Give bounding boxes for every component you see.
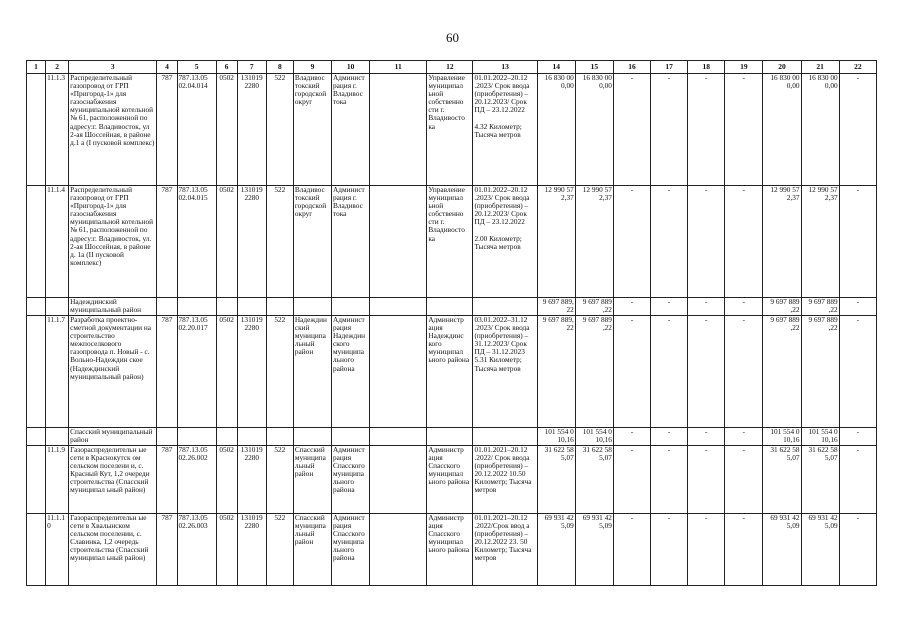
cell-column-20: 9 697 889 ,22 [763, 316, 801, 428]
column-number-6: 6 [216, 61, 237, 74]
column-number-12: 12 [427, 61, 473, 74]
cell-object-name: Газораспределительн ые сети в Хвалынском сельском поселении, с. Славинка, 1,2 очередь строительства (Спасский муниципал ьный район) [69, 514, 157, 586]
column-number-20: 20 [763, 61, 801, 74]
table-row [27, 446, 877, 514]
cell-terms-capacity: 01.01.2022–20.12 .2023/ Срок ввода (приобретения) – 20.12.2023/ Срок ПД – 23.12.2022 2.00 Километр; Тысяча метров [473, 186, 537, 298]
cell-target-article: 131019 2280 [237, 316, 266, 428]
cell-grbs: Админист рация Надеждин ского муниципа льного района [332, 316, 370, 428]
cell-grbs-code [157, 298, 177, 316]
column-number-21: 21 [801, 61, 839, 74]
cell-column-11 [370, 428, 427, 446]
cell-grbs: Админист рация г. Владивос тока [332, 74, 370, 186]
cell-column-17: - [651, 514, 688, 586]
column-number-7: 7 [237, 61, 266, 74]
column-number-4: 4 [157, 61, 177, 74]
column-number-18: 18 [688, 61, 725, 74]
cell-object-name: Распределительный газопровод от ГРП «Пригород-1» для газоснабжения муниципальной котельной № 61, расположенной по адресу:г. Владивосток, ул. 2-ая Шоссейная, в районе д. 1а (II пусковой комплекс) [69, 186, 157, 298]
cell-column-22: - [839, 446, 876, 514]
cell-expense-type: 522 [266, 74, 293, 186]
cell-expense-type: 522 [266, 514, 293, 586]
cell-column-18: - [688, 316, 725, 428]
cell-column-21: 12 990 57 2,37 [801, 186, 839, 298]
cell-municipality: Надеждин ский муниципа льный район [293, 316, 331, 428]
column-number-row [27, 61, 877, 74]
cell-column-18: - [688, 74, 725, 186]
cell-expense-type [266, 298, 293, 316]
cell-column-11 [370, 446, 427, 514]
cell-terms-capacity: 01.01.2021–20.12 .2022/ Срок ввода (приобретения) – 20.12.2022 10.50 Километр; Тысяча метров [473, 446, 537, 514]
cell-column-19: - [725, 514, 763, 586]
cell-object-name: Газораспределительн ые сети в Краснокутск ом сельском поселени и, с. Красный Кут, 1,2 очереди строительства (Спасский муниципал ьный район) [69, 446, 157, 514]
cell-object-code: 787.13.05 02.26.003 [177, 514, 216, 586]
cell-customer: Управление муниципал ьной собственно сти г. Владивосто ка [427, 74, 473, 186]
cell-section-code: 0502 [216, 514, 237, 586]
cell-column-20: 31 622 58 5,07 [763, 446, 801, 514]
cell-row-number [27, 428, 46, 446]
cell-row-number [27, 298, 46, 316]
cell-estimated-cost: 31 622 58 5,07 [537, 446, 575, 514]
cell-column-16: - [613, 428, 650, 446]
cell-total-financing: 101 554 0 10,16 [575, 428, 613, 446]
cell-row-number [27, 514, 46, 586]
column-number-11: 11 [370, 61, 427, 74]
cell-expense-type: 522 [266, 186, 293, 298]
cell-municipality: Владивос токский городской округ [293, 74, 331, 186]
cell-object-name: Разработка проектно-сметной документации на строительство межпоселкового газопровода п. Новый - с. Вольно-Надеждин ское (Надеждинский муниципальный район) [69, 316, 157, 428]
cell-estimated-cost: 69 931 42 5,09 [537, 514, 575, 586]
cell-object-code [177, 298, 216, 316]
column-number-10: 10 [332, 61, 370, 74]
cell-grbs-code: 787 [157, 514, 177, 586]
cell-estimated-cost: 9 697 889, 22 [537, 316, 575, 428]
cell-item-code: 11.1.1 0 [46, 514, 69, 586]
cell-column-11 [370, 316, 427, 428]
cell-column-21: 9 697 889 ,22 [801, 298, 839, 316]
cell-item-code [46, 428, 69, 446]
cell-column-18: - [688, 514, 725, 586]
column-number-1: 1 [27, 61, 46, 74]
cell-estimated-cost: 16 830 00 0,00 [537, 74, 575, 186]
cell-target-article: 131019 2280 [237, 514, 266, 586]
cell-object-code: 787.13.05 02.04.015 [177, 186, 216, 298]
cell-grbs-code: 787 [157, 74, 177, 186]
cell-municipality [293, 428, 331, 446]
cell-customer: Администр ация Надеждинс кого муниципал ьного района [427, 316, 473, 428]
column-number-13: 13 [473, 61, 537, 74]
cell-column-19: - [725, 298, 763, 316]
cell-column-17: - [651, 298, 688, 316]
cell-column-16: - [613, 514, 650, 586]
cell-grbs-code [157, 428, 177, 446]
cell-section-code [216, 428, 237, 446]
cell-column-11 [370, 514, 427, 586]
cell-column-22: - [839, 316, 876, 428]
budget-table [26, 60, 877, 586]
cell-total-financing: 12 990 57 2,37 [575, 186, 613, 298]
subtotal-row [27, 298, 877, 316]
cell-column-16: - [613, 446, 650, 514]
column-number-2: 2 [46, 61, 69, 74]
cell-object-name: Спасский муниципальный район [69, 428, 157, 446]
cell-municipality: Владивос токский городской округ [293, 186, 331, 298]
cell-column-22: - [839, 514, 876, 586]
cell-municipality [293, 298, 331, 316]
cell-customer [427, 298, 473, 316]
cell-column-16: - [613, 74, 650, 186]
cell-customer: Администр ация Спасского муниципал ьного района [427, 514, 473, 586]
cell-grbs [332, 428, 370, 446]
column-number-5: 5 [177, 61, 216, 74]
cell-column-16: - [613, 298, 650, 316]
cell-row-number [27, 186, 46, 298]
column-number-15: 15 [575, 61, 613, 74]
cell-object-name: Надеждинский муниципальный район [69, 298, 157, 316]
cell-grbs-code: 787 [157, 316, 177, 428]
cell-total-financing: 69 931 42 5,09 [575, 514, 613, 586]
cell-column-17: - [651, 316, 688, 428]
cell-column-21: 101 554 0 10,16 [801, 428, 839, 446]
cell-column-21: 9 697 889 ,22 [801, 316, 839, 428]
cell-column-19: - [725, 446, 763, 514]
cell-column-16: - [613, 316, 650, 428]
cell-grbs-code: 787 [157, 186, 177, 298]
cell-customer: Администр ация Спасского муниципал ьного района [427, 446, 473, 514]
cell-item-code: 11.1.9 [46, 446, 69, 514]
cell-column-17: - [651, 428, 688, 446]
cell-column-19: - [725, 428, 763, 446]
cell-expense-type [266, 428, 293, 446]
column-number-17: 17 [651, 61, 688, 74]
cell-terms-capacity [473, 298, 537, 316]
cell-column-16: - [613, 186, 650, 298]
table-row [27, 186, 877, 298]
table-row [27, 74, 877, 186]
cell-column-21: 16 830 00 0,00 [801, 74, 839, 186]
cell-column-11 [370, 298, 427, 316]
cell-column-18: - [688, 298, 725, 316]
column-number-16: 16 [613, 61, 650, 74]
cell-section-code [216, 298, 237, 316]
column-number-8: 8 [266, 61, 293, 74]
cell-municipality: Спасский муниципа льный район [293, 446, 331, 514]
cell-estimated-cost: 101 554 0 10,16 [537, 428, 575, 446]
cell-column-18: - [688, 446, 725, 514]
cell-grbs: Админист рация Спасского муниципа льного района [332, 514, 370, 586]
cell-item-code: 11.1.7 [46, 316, 69, 428]
cell-column-22: - [839, 428, 876, 446]
cell-item-code [46, 298, 69, 316]
cell-terms-capacity: 03.01.2022–31.12 .2023/ Срок ввода (приобретения) – 31.12.2023/ Срок ПД – 31.12.2023 5.31 Километр; Тысяча метров [473, 316, 537, 428]
cell-grbs: Админист рация Спасского муниципа льного района [332, 446, 370, 514]
cell-object-name: Распределительный газопровод от ГРП «Пригород-1» для газоснабжения муниципальной котельной № 61, расположенной по адресу:г. Владивосток, ул 2-ая Шоссейная, в районе д.1 а (I пусковой комплекс) [69, 74, 157, 186]
cell-object-code [177, 428, 216, 446]
cell-column-20: 16 830 00 0,00 [763, 74, 801, 186]
cell-total-financing: 9 697 889 ,22 [575, 316, 613, 428]
cell-section-code: 0502 [216, 316, 237, 428]
cell-column-20: 101 554 0 10,16 [763, 428, 801, 446]
cell-column-17: - [651, 186, 688, 298]
cell-column-19: - [725, 316, 763, 428]
cell-column-11 [370, 74, 427, 186]
cell-column-20: 9 697 889 ,22 [763, 298, 801, 316]
cell-object-code: 787.13.05 02.20.017 [177, 316, 216, 428]
cell-grbs: Админист рация г. Владивос тока [332, 186, 370, 298]
cell-total-financing: 9 697 889 ,22 [575, 298, 613, 316]
table-row [27, 316, 877, 428]
cell-target-article: 131019 2280 [237, 446, 266, 514]
column-number-14: 14 [537, 61, 575, 74]
cell-row-number [27, 316, 46, 428]
column-number-19: 19 [725, 61, 763, 74]
cell-section-code: 0502 [216, 446, 237, 514]
cell-target-article: 131019 2280 [237, 74, 266, 186]
cell-municipality: Спасский муниципа льный район [293, 514, 331, 586]
cell-column-22: - [839, 186, 876, 298]
cell-expense-type: 522 [266, 316, 293, 428]
cell-grbs-code: 787 [157, 446, 177, 514]
cell-terms-capacity [473, 428, 537, 446]
cell-section-code: 0502 [216, 74, 237, 186]
subtotal-row [27, 428, 877, 446]
cell-column-18: - [688, 186, 725, 298]
cell-item-code: 11.1.3 [46, 74, 69, 186]
column-number-9: 9 [293, 61, 331, 74]
cell-terms-capacity: 01.01.2022–20.12 .2023/ Срок ввода (приобретения) – 20.12.2023/ Срок ПД – 23.12.2022 4.32 Километр; Тысяча метров [473, 74, 537, 186]
cell-total-financing: 31 622 58 5,07 [575, 446, 613, 514]
cell-column-21: 69 931 42 5,09 [801, 514, 839, 586]
cell-object-code: 787.13.05 02.26.002 [177, 446, 216, 514]
cell-column-17: - [651, 74, 688, 186]
cell-column-17: - [651, 446, 688, 514]
cell-customer [427, 428, 473, 446]
cell-customer: Управление муниципал ьной собственно сти г. Владивосто ка [427, 186, 473, 298]
cell-column-20: 69 931 42 5,09 [763, 514, 801, 586]
cell-column-22: - [839, 74, 876, 186]
table-row [27, 514, 877, 586]
cell-column-19: - [725, 74, 763, 186]
cell-item-code: 11.1.4 [46, 186, 69, 298]
cell-estimated-cost: 9 697 889, 22 [537, 298, 575, 316]
column-number-3: 3 [69, 61, 157, 74]
cell-target-article: 131019 2280 [237, 186, 266, 298]
column-number-22: 22 [839, 61, 876, 74]
cell-target-article [237, 428, 266, 446]
cell-column-11 [370, 186, 427, 298]
cell-expense-type: 522 [266, 446, 293, 514]
cell-column-18: - [688, 428, 725, 446]
cell-target-article [237, 298, 266, 316]
cell-column-20: 12 990 57 2,37 [763, 186, 801, 298]
cell-row-number [27, 446, 46, 514]
cell-section-code: 0502 [216, 186, 237, 298]
cell-column-22: - [839, 298, 876, 316]
cell-column-19: - [725, 186, 763, 298]
cell-grbs [332, 298, 370, 316]
cell-row-number [27, 74, 46, 186]
page-number: 60 [446, 30, 459, 45]
cell-terms-capacity: 01.01.2021–20.12 .2022/Срок ввод а (приобретения) – 20.12.2022 23. 50 Километр; Тысяча метров [473, 514, 537, 586]
cell-column-21: 31 622 58 5,07 [801, 446, 839, 514]
cell-estimated-cost: 12 990 57 2,37 [537, 186, 575, 298]
cell-total-financing: 16 830 00 0,00 [575, 74, 613, 186]
cell-object-code: 787.13.05 02.04.014 [177, 74, 216, 186]
